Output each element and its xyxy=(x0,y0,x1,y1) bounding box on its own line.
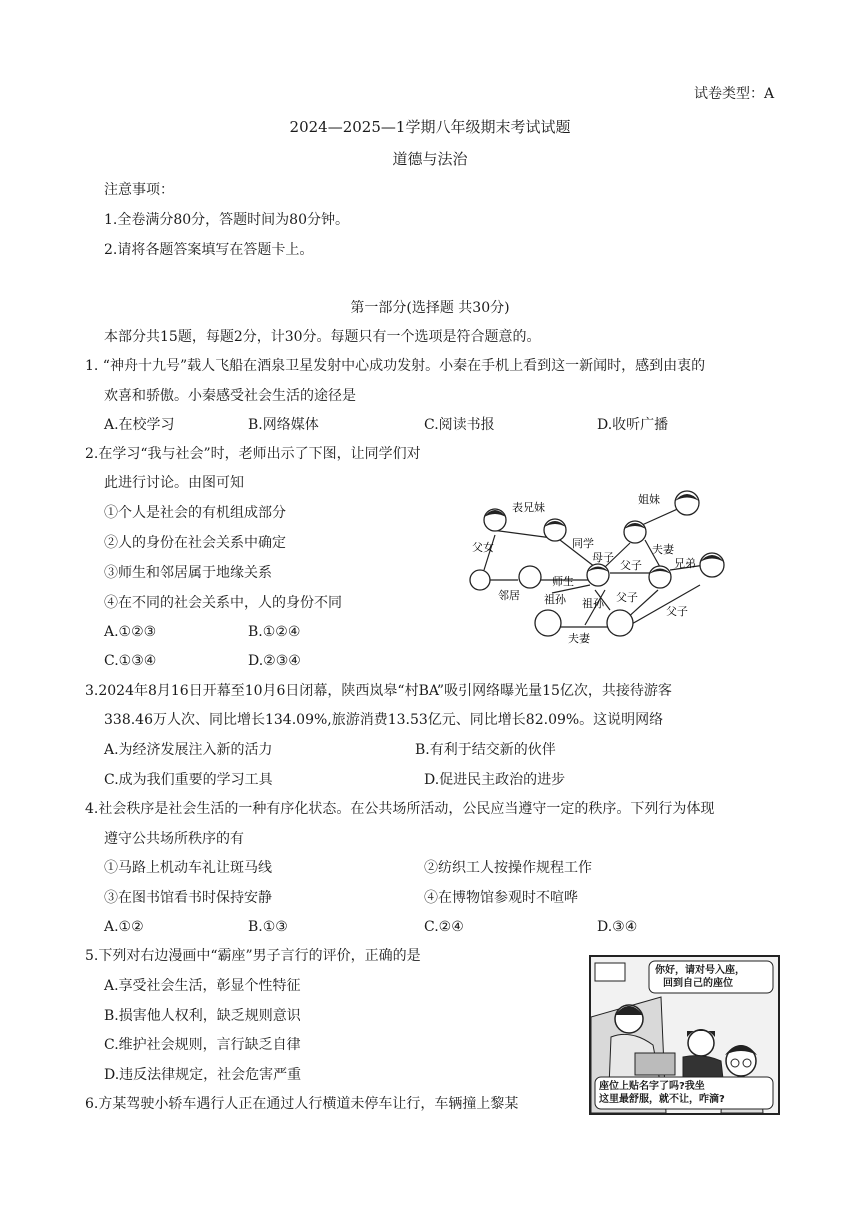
q2-statement-4: ④在不同的社会关系中，人的身份不同 xyxy=(104,595,342,611)
diagram-label: 父子 xyxy=(616,591,638,604)
q2-statement-3: ③师生和邻居属于地缘关系 xyxy=(104,565,272,581)
q4-statement-2: ②纺织工人按操作规程工作 xyxy=(424,860,592,876)
q5-option-d: D.违反法律规定，社会危害严重 xyxy=(104,1067,302,1083)
q2-option-c: C.①③④ xyxy=(104,653,157,669)
q1-option-a: A.在校学习 xyxy=(104,417,175,433)
q2-statement-1: ①个人是社会的有机组成部分 xyxy=(104,505,286,521)
diagram-label: 姐妹 xyxy=(638,493,660,506)
notice-heading: 注意事项： xyxy=(104,182,174,198)
diagram-label: 父女 xyxy=(472,541,494,554)
diagram-label: 表兄妹 xyxy=(512,501,545,514)
diagram-label: 夫妻 xyxy=(652,543,674,556)
q4-option-b: B.①③ xyxy=(248,919,288,935)
q3-option-c: C.成为我们重要的学习工具 xyxy=(104,772,273,788)
q5-option-a: A.享受社会生活，彰显个性特征 xyxy=(104,978,301,994)
q3-stem-line1: 3.2024年8月16日开幕至10月6日闭幕，陕西岚皋“村BA”吸引网络曝光量15亿次，共接待游客 xyxy=(85,683,672,699)
comic-bubble-top-line2: 回到自己的座位 xyxy=(663,978,733,989)
q6-stem: 6.方某驾驶小轿车遇行人正在通过人行横道未停车让行，车辆撞上黎某 xyxy=(85,1096,519,1112)
q3-option-b: B.有利于结交新的伙伴 xyxy=(415,742,556,758)
q2-statement-2: ②人的身份在社会关系中确定 xyxy=(104,535,286,551)
q4-option-d: D.③④ xyxy=(597,919,638,935)
q3-option-a: A.为经济发展注入新的活力 xyxy=(104,742,273,758)
q2-stem-line2: 此进行讨论。由图可知 xyxy=(104,475,244,491)
q4-stem-line1: 4.社会秩序是社会生活的一种有序化状态。在公共场所活动，公民应当遵守一定的秩序。下列行为体现 xyxy=(85,801,715,817)
social-relations-diagram xyxy=(460,485,740,657)
paper-type: 试卷类型：A xyxy=(694,86,775,102)
q5-stem: 5.下列对右边漫画中“霸座”男子言行的评价，正确的是 xyxy=(85,948,421,964)
subject-title: 道德与法治 xyxy=(392,150,468,168)
q2-option-a: A.①②③ xyxy=(104,624,157,640)
notice-item: 1.全卷满分80分，答题时间为80分钟。 xyxy=(104,212,349,228)
part-intro: 本部分共15题，每题2分，计30分。每题只有一个选项是符合题意的。 xyxy=(104,329,541,345)
diagram-label: 夫妻 xyxy=(568,632,590,645)
comic-bubble-top-line1: 你好，请对号入座， xyxy=(655,965,745,976)
diagram-label: 父子 xyxy=(620,559,642,572)
diagram-label: 师生 xyxy=(552,575,574,588)
q4-stem-line2: 遵守公共场所秩序的有 xyxy=(104,831,244,847)
seat-hogging-comic xyxy=(589,955,780,1115)
q1-option-d: D.收听广播 xyxy=(597,417,669,433)
q3-option-d: D.促进民主政治的进步 xyxy=(424,772,566,788)
q3-stem-line2: 338.46万人次、同比增长134.09%,旅游消费13.53亿元、同比增长82.09%。这说明网络 xyxy=(104,712,664,728)
q4-statement-1: ①马路上机动车礼让斑马线 xyxy=(104,860,272,876)
diagram-label: 祖孙 xyxy=(544,593,566,606)
q1-option-c: C.阅读书报 xyxy=(424,417,495,433)
q1-stem-line1: 1. “神舟十九号”载人飞船在酒泉卫星发射中心成功发射。小秦在手机上看到这一新闻时，感到由衷的 xyxy=(85,358,706,374)
q2-option-d: D.②③④ xyxy=(248,653,301,669)
notice-item: 2.请将各题答案填写在答题卡上。 xyxy=(104,242,314,258)
q1-stem-line2: 欢喜和骄傲。小秦感受社会生活的途径是 xyxy=(104,388,356,404)
q4-statement-4: ④在博物馆参观时不喧哗 xyxy=(424,890,578,906)
q2-option-b: B.①②④ xyxy=(248,624,301,640)
diagram-label: 邻居 xyxy=(498,589,520,602)
q4-option-c: C.②④ xyxy=(424,919,464,935)
q1-option-b: B.网络媒体 xyxy=(248,417,319,433)
diagram-label: 母子 xyxy=(592,551,614,564)
diagram-label: 同学 xyxy=(572,537,594,550)
q4-option-a: A.①② xyxy=(104,919,144,935)
comic-bubble-bottom-line1: 座位上贴名字了吗?我坐 xyxy=(599,1081,705,1092)
comic-bubble-bottom-line2: 这里最舒服，就不让，咋滴? xyxy=(599,1094,725,1105)
diagram-label: 祖孙 xyxy=(582,597,604,610)
diagram-label: 兄弟 xyxy=(674,557,696,570)
exam-title: 2024—2025—1学期八年级期末考试试题 xyxy=(289,118,571,136)
q4-statement-3: ③在图书馆看书时保持安静 xyxy=(104,890,272,906)
q5-option-c: C.维护社会规则，言行缺乏自律 xyxy=(104,1037,301,1053)
q2-stem-line1: 2.在学习“我与社会”时，老师出示了下图，让同学们对 xyxy=(85,446,421,462)
part-heading: 第一部分(选择题 共30分) xyxy=(350,300,510,316)
q5-option-b: B.损害他人权利，缺乏规则意识 xyxy=(104,1008,301,1024)
diagram-label: 父子 xyxy=(666,605,688,618)
